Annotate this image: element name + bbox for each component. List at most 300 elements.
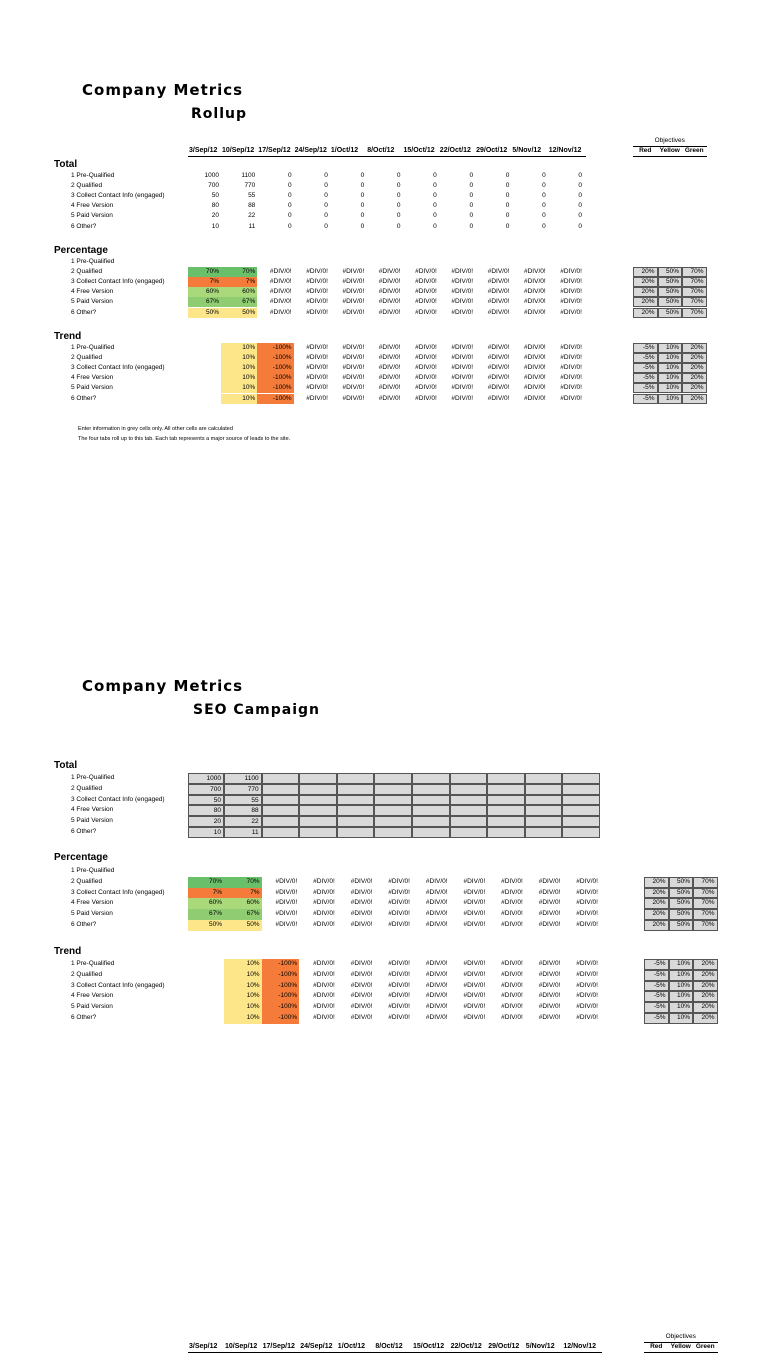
data-cell: 0 — [578, 222, 582, 230]
objective-cell[interactable]: 20% — [644, 877, 669, 888]
data-cell: #DIV/0! — [560, 268, 582, 276]
section-label-percentage: Percentage — [54, 852, 108, 863]
data-cell: 0 — [469, 182, 474, 190]
input-cell[interactable]: 22 — [224, 816, 262, 827]
objective-cell[interactable]: -5% — [644, 1002, 669, 1013]
data-cell: #DIV/0! — [269, 298, 292, 306]
data-cell: #DIV/0! — [275, 910, 298, 918]
objective-cell[interactable]: 10% — [669, 991, 694, 1002]
data-cell: #DIV/0! — [560, 308, 582, 316]
instruction-note: The four tabs roll up to this tab. Each tab represents a major source of leads to the site. — [78, 436, 291, 442]
objective-cell[interactable]: 20% — [633, 297, 658, 307]
input-cell[interactable] — [562, 827, 600, 838]
data-cell: #DIV/0! — [560, 298, 582, 306]
row-label: 2 Qualified — [71, 877, 103, 885]
objective-cell[interactable]: 10% — [658, 343, 683, 353]
date-header: 8/Oct/12 — [367, 147, 395, 154]
data-cell: #DIV/0! — [378, 288, 401, 296]
objective-cell[interactable]: 20% — [682, 363, 707, 373]
data-cell: 10% — [224, 1013, 262, 1024]
data-cell: 0 — [578, 212, 582, 220]
data-cell: #DIV/0! — [425, 970, 448, 978]
data-cell: 0 — [469, 172, 474, 179]
data-cell: #DIV/0! — [560, 278, 582, 286]
data-cell: #DIV/0! — [388, 1014, 410, 1021]
objective-cell[interactable]: -5% — [644, 1013, 669, 1024]
objective-cell[interactable]: -5% — [633, 373, 658, 383]
data-cell: 7% — [188, 277, 221, 287]
data-cell: #DIV/0! — [313, 910, 335, 918]
input-cell[interactable] — [299, 784, 337, 795]
data-cell: #DIV/0! — [415, 278, 437, 286]
objective-cell[interactable]: -5% — [633, 353, 658, 363]
data-cell: #DIV/0! — [576, 981, 598, 989]
data-cell: #DIV/0! — [463, 1003, 486, 1011]
data-cell: #DIV/0! — [560, 384, 582, 392]
input-cell[interactable] — [374, 795, 412, 806]
objective-cell[interactable]: 10% — [658, 353, 683, 363]
data-cell: #DIV/0! — [415, 268, 437, 276]
data-cell: #DIV/0! — [425, 888, 448, 896]
row-label: 1 Pre-Qualified — [71, 774, 115, 781]
input-cell[interactable] — [299, 816, 337, 827]
data-cell: #DIV/0! — [524, 308, 546, 316]
objective-cell[interactable]: 20% — [644, 920, 669, 931]
input-cell[interactable] — [525, 816, 563, 827]
data-cell: 0 — [505, 202, 510, 210]
objectives-header-underline — [633, 156, 707, 157]
input-cell[interactable] — [487, 773, 525, 784]
data-cell: #DIV/0! — [269, 268, 292, 276]
objective-cell[interactable]: 10% — [669, 1013, 694, 1024]
data-cell: -100% — [257, 363, 293, 373]
objective-cell[interactable]: -5% — [644, 959, 669, 970]
input-cell[interactable]: 55 — [224, 795, 262, 806]
data-cell: #DIV/0! — [350, 981, 373, 989]
objective-cell[interactable]: 20% — [644, 888, 669, 899]
data-cell: #DIV/0! — [269, 278, 292, 286]
objective-cell[interactable]: -5% — [633, 383, 658, 393]
row-label: 4 Free Version — [71, 899, 114, 907]
input-cell[interactable] — [487, 784, 525, 795]
objective-cell[interactable]: 50% — [669, 909, 694, 920]
data-cell: #DIV/0! — [388, 992, 410, 1000]
objective-cell[interactable]: 20% — [633, 267, 658, 277]
row-label: 5 Paid Version — [71, 1003, 113, 1011]
objective-cell[interactable]: 20% — [693, 981, 718, 992]
data-cell: 22 — [248, 212, 256, 220]
data-cell: #DIV/0! — [576, 970, 598, 978]
input-cell[interactable] — [562, 805, 600, 816]
data-cell: 0 — [433, 212, 437, 220]
data-cell: #DIV/0! — [451, 308, 474, 316]
data-cell: #DIV/0! — [415, 344, 437, 351]
objective-cell[interactable]: 50% — [658, 267, 683, 277]
data-cell: 0 — [324, 222, 328, 230]
data-cell: #DIV/0! — [451, 344, 474, 351]
data-cell: #DIV/0! — [313, 888, 335, 896]
date-header: 12/Nov/12 — [563, 1343, 597, 1350]
input-cell[interactable] — [412, 827, 450, 838]
data-cell: #DIV/0! — [342, 308, 365, 316]
input-cell[interactable] — [299, 795, 337, 806]
objective-cell[interactable]: 50% — [658, 287, 683, 297]
data-cell: 10% — [224, 991, 262, 1002]
objective-column-red: Red — [639, 147, 652, 154]
input-cell[interactable] — [487, 827, 525, 838]
data-cell: 10% — [224, 970, 262, 981]
objective-cell[interactable]: 50% — [658, 277, 683, 287]
data-cell: #DIV/0! — [576, 992, 598, 1000]
input-cell[interactable] — [450, 773, 488, 784]
data-cell: 0 — [396, 182, 401, 190]
objective-cell[interactable]: 70% — [682, 287, 707, 297]
data-cell: #DIV/0! — [425, 921, 448, 928]
data-cell: #DIV/0! — [463, 992, 486, 1000]
objective-cell[interactable]: -5% — [644, 991, 669, 1002]
row-label: 2 Qualified — [71, 970, 103, 978]
input-cell[interactable] — [337, 827, 375, 838]
objective-cell[interactable]: 10% — [658, 394, 683, 404]
objective-cell[interactable]: 70% — [693, 909, 718, 920]
data-cell: 67% — [221, 297, 257, 307]
data-cell — [188, 353, 221, 363]
input-cell[interactable] — [525, 827, 563, 838]
input-cell[interactable]: 1000 — [188, 773, 224, 784]
data-cell: #DIV/0! — [524, 374, 546, 382]
input-cell[interactable] — [374, 805, 412, 816]
data-cell: 7% — [224, 888, 262, 899]
input-cell[interactable] — [525, 773, 563, 784]
objective-cell[interactable]: 50% — [669, 920, 694, 931]
data-cell: #DIV/0! — [451, 288, 474, 296]
row-label: 5 Paid Version — [71, 910, 113, 918]
row-label: 6 Other? — [71, 308, 97, 316]
data-cell: 0 — [505, 212, 510, 220]
data-cell: #DIV/0! — [501, 899, 523, 907]
data-cell: #DIV/0! — [306, 354, 328, 362]
data-cell: #DIV/0! — [313, 877, 335, 885]
objective-column-green: Green — [684, 147, 704, 154]
objective-cell[interactable]: 70% — [682, 277, 707, 287]
objective-cell[interactable]: 20% — [693, 959, 718, 970]
objectives-label: Objectives — [665, 1333, 696, 1340]
input-cell[interactable] — [262, 784, 300, 795]
data-cell: -100% — [262, 959, 300, 970]
data-cell: #DIV/0! — [538, 910, 561, 918]
data-cell: #DIV/0! — [451, 278, 474, 286]
objective-cell[interactable]: -5% — [644, 981, 669, 992]
objective-cell[interactable]: 20% — [693, 1002, 718, 1013]
objective-cell[interactable]: 20% — [693, 970, 718, 981]
instruction-note: Enter information in grey cells only. All other cells are calculated — [78, 426, 233, 432]
objective-cell[interactable]: 50% — [669, 888, 694, 899]
data-cell: 10 — [211, 222, 219, 230]
input-cell[interactable]: 88 — [224, 805, 262, 816]
date-header: 12/Nov/12 — [548, 147, 582, 154]
objective-cell[interactable]: 70% — [682, 297, 707, 307]
input-cell[interactable]: 700 — [188, 784, 224, 795]
data-cell: 0 — [433, 192, 437, 200]
objective-cell[interactable]: 20% — [682, 353, 707, 363]
objective-cell[interactable]: 70% — [693, 877, 718, 888]
data-cell: 0 — [578, 182, 582, 190]
row-label: 3 Collect Contact Info (engaged) — [71, 888, 165, 896]
data-cell: #DIV/0! — [524, 384, 546, 392]
input-cell[interactable] — [337, 773, 375, 784]
data-cell: #DIV/0! — [501, 981, 523, 989]
objective-cell[interactable]: 10% — [658, 363, 683, 373]
objective-cell[interactable]: 10% — [669, 1002, 694, 1013]
input-cell[interactable] — [412, 805, 450, 816]
input-cell[interactable] — [562, 816, 600, 827]
data-cell: #DIV/0! — [524, 394, 546, 402]
data-cell: #DIV/0! — [538, 1003, 561, 1011]
data-cell: 0 — [505, 222, 510, 230]
data-cell: #DIV/0! — [463, 1014, 486, 1021]
date-header: 10/Sep/12 — [222, 147, 255, 154]
input-cell[interactable] — [374, 816, 412, 827]
objectives-label: Objectives — [654, 137, 685, 144]
data-cell: 0 — [324, 202, 328, 210]
input-cell[interactable] — [374, 827, 412, 838]
data-cell: #DIV/0! — [487, 374, 510, 382]
data-cell: 0 — [360, 192, 365, 200]
input-cell[interactable]: 770 — [224, 784, 262, 795]
data-cell: #DIV/0! — [313, 921, 335, 928]
input-cell[interactable] — [337, 805, 375, 816]
data-cell: -100% — [257, 383, 293, 393]
input-cell[interactable] — [412, 816, 450, 827]
input-cell[interactable] — [412, 784, 450, 795]
data-cell: -100% — [262, 1002, 300, 1013]
date-header: 3/Sep/12 — [189, 147, 218, 154]
objective-cell[interactable]: 20% — [633, 287, 658, 297]
data-cell: 0 — [324, 212, 328, 220]
input-cell[interactable] — [450, 795, 488, 806]
input-cell[interactable] — [450, 816, 488, 827]
objectives-header-overline — [644, 1342, 718, 1343]
data-cell: #DIV/0! — [463, 981, 486, 989]
data-cell: #DIV/0! — [425, 960, 448, 967]
data-cell: 55 — [248, 192, 256, 200]
objective-cell[interactable]: 20% — [633, 277, 658, 287]
input-cell[interactable] — [562, 795, 600, 806]
input-cell[interactable] — [412, 795, 450, 806]
input-cell[interactable] — [299, 773, 337, 784]
data-cell: 0 — [542, 172, 546, 179]
input-cell[interactable]: 1100 — [224, 773, 262, 784]
data-cell: 0 — [505, 192, 510, 200]
data-cell: #DIV/0! — [501, 1003, 523, 1011]
data-cell: 10% — [221, 373, 257, 383]
objective-cell[interactable]: 70% — [693, 898, 718, 909]
data-cell: 70% — [224, 877, 262, 888]
sheet-subtitle: SEO Campaign — [193, 702, 320, 718]
input-cell[interactable]: 50 — [188, 795, 224, 806]
input-cell[interactable] — [374, 784, 412, 795]
data-cell: 0 — [360, 182, 365, 190]
input-cell[interactable] — [525, 805, 563, 816]
date-header: 1/Oct/12 — [337, 1343, 366, 1350]
data-cell: 0 — [396, 222, 401, 230]
data-cell: 10% — [221, 363, 257, 373]
row-label: 6 Other? — [71, 828, 97, 835]
input-cell[interactable] — [562, 784, 600, 795]
data-cell: #DIV/0! — [487, 354, 510, 362]
objective-cell[interactable]: 10% — [658, 373, 683, 383]
objective-cell[interactable]: 20% — [682, 394, 707, 404]
data-cell — [188, 981, 224, 992]
input-cell[interactable] — [412, 773, 450, 784]
data-cell: #DIV/0! — [560, 354, 582, 362]
input-cell[interactable]: 80 — [188, 805, 224, 816]
input-cell[interactable] — [337, 816, 375, 827]
date-header: 8/Oct/12 — [375, 1343, 403, 1350]
data-cell: 0 — [505, 172, 510, 179]
input-cell[interactable]: 11 — [224, 827, 262, 838]
data-cell: 0 — [542, 202, 546, 210]
objective-cell[interactable]: 20% — [682, 343, 707, 353]
data-cell: 67% — [188, 297, 221, 307]
input-cell[interactable] — [525, 784, 563, 795]
data-cell: #DIV/0! — [451, 374, 474, 382]
data-cell: #DIV/0! — [576, 921, 598, 928]
objective-cell[interactable]: 70% — [682, 308, 707, 318]
objective-cell[interactable]: 70% — [693, 920, 718, 931]
row-label: 4 Free Version — [71, 202, 114, 210]
objective-cell[interactable]: 20% — [693, 1013, 718, 1024]
data-cell: #DIV/0! — [306, 384, 328, 392]
data-cell: 0 — [505, 182, 510, 190]
data-cell: 0 — [542, 222, 546, 230]
objective-cell[interactable]: 10% — [669, 970, 694, 981]
input-cell[interactable] — [299, 805, 337, 816]
objective-cell[interactable]: 20% — [644, 909, 669, 920]
input-cell[interactable] — [262, 773, 300, 784]
data-cell: 0 — [433, 222, 437, 230]
input-cell[interactable]: 20 — [188, 816, 224, 827]
input-cell[interactable] — [262, 795, 300, 806]
row-label: 3 Collect Contact Info (engaged) — [71, 192, 165, 200]
data-cell: 0 — [542, 192, 546, 200]
data-cell: 10% — [221, 343, 257, 353]
data-cell: #DIV/0! — [342, 354, 365, 362]
objective-cell[interactable]: 50% — [669, 898, 694, 909]
data-cell: #DIV/0! — [425, 981, 448, 989]
data-cell: 50% — [188, 920, 224, 931]
row-label: 6 Other? — [71, 1014, 97, 1021]
input-cell[interactable]: 10 — [188, 827, 224, 838]
objective-cell[interactable]: 10% — [658, 383, 683, 393]
data-cell: #DIV/0! — [378, 354, 401, 362]
input-cell[interactable] — [337, 784, 375, 795]
data-cell: #DIV/0! — [378, 278, 401, 286]
objective-cell[interactable]: 70% — [682, 267, 707, 277]
objective-cell[interactable]: 70% — [693, 888, 718, 899]
data-cell: 0 — [578, 172, 582, 179]
row-label: 4 Free Version — [71, 806, 114, 814]
data-cell: #DIV/0! — [415, 374, 437, 382]
data-cell: #DIV/0! — [269, 308, 292, 316]
data-cell: 1100 — [241, 172, 256, 179]
input-cell[interactable] — [299, 827, 337, 838]
input-cell[interactable] — [487, 816, 525, 827]
data-cell: #DIV/0! — [487, 384, 510, 392]
input-cell[interactable] — [262, 816, 300, 827]
input-cell[interactable] — [487, 805, 525, 816]
input-cell[interactable] — [487, 795, 525, 806]
data-cell: #DIV/0! — [524, 278, 546, 286]
objective-cell[interactable]: 10% — [669, 959, 694, 970]
data-cell: 1000 — [204, 172, 219, 179]
objective-cell[interactable]: 20% — [633, 308, 658, 318]
objective-cell[interactable]: 20% — [682, 383, 707, 393]
data-cell: 70% — [221, 267, 257, 277]
objective-cell[interactable]: 10% — [669, 981, 694, 992]
input-cell[interactable] — [450, 784, 488, 795]
data-cell: #DIV/0! — [576, 910, 598, 918]
row-label: 5 Paid Version — [71, 212, 113, 220]
data-cell: #DIV/0! — [487, 278, 510, 286]
objective-cell[interactable]: -5% — [633, 394, 658, 404]
data-cell: #DIV/0! — [306, 394, 328, 402]
row-label: 4 Free Version — [71, 374, 114, 382]
objective-cell[interactable]: 20% — [682, 373, 707, 383]
input-cell[interactable] — [562, 773, 600, 784]
data-cell: #DIV/0! — [342, 298, 365, 306]
data-cell: #DIV/0! — [451, 354, 474, 362]
input-cell[interactable] — [262, 805, 300, 816]
data-cell: 10% — [221, 383, 257, 393]
objective-cell[interactable]: 50% — [658, 308, 683, 318]
data-cell: #DIV/0! — [463, 899, 486, 907]
data-cell: #DIV/0! — [306, 364, 328, 372]
objective-cell[interactable]: -5% — [633, 343, 658, 353]
objective-cell[interactable]: 50% — [658, 297, 683, 307]
row-label: 2 Qualified — [71, 354, 103, 362]
input-cell[interactable] — [337, 795, 375, 806]
input-cell[interactable] — [525, 795, 563, 806]
objective-cell[interactable]: -5% — [644, 970, 669, 981]
sheet-subtitle: Rollup — [191, 106, 247, 122]
data-cell: 10% — [221, 353, 257, 363]
objective-cell[interactable]: 20% — [693, 991, 718, 1002]
data-cell: #DIV/0! — [576, 1003, 598, 1011]
input-cell[interactable] — [450, 805, 488, 816]
row-label: 4 Free Version — [71, 288, 114, 296]
data-cell: #DIV/0! — [425, 992, 448, 1000]
row-label: 3 Collect Contact Info (engaged) — [71, 981, 165, 989]
data-cell: #DIV/0! — [306, 308, 328, 316]
data-cell: 700 — [208, 182, 219, 190]
data-cell: 0 — [542, 182, 546, 190]
data-cell: #DIV/0! — [524, 288, 546, 296]
data-cell: -100% — [262, 991, 300, 1002]
data-cell: #DIV/0! — [463, 910, 486, 918]
objective-cell[interactable]: 50% — [669, 877, 694, 888]
objective-cell[interactable]: 20% — [644, 898, 669, 909]
data-cell: #DIV/0! — [425, 1014, 448, 1021]
objective-cell[interactable]: -5% — [633, 363, 658, 373]
data-cell: #DIV/0! — [425, 910, 448, 918]
input-cell[interactable] — [374, 773, 412, 784]
data-cell: 0 — [396, 172, 401, 179]
date-header: 24/Sep/12 — [300, 1343, 333, 1350]
input-cell[interactable] — [450, 827, 488, 838]
input-cell[interactable] — [262, 827, 300, 838]
data-cell: 10% — [224, 959, 262, 970]
